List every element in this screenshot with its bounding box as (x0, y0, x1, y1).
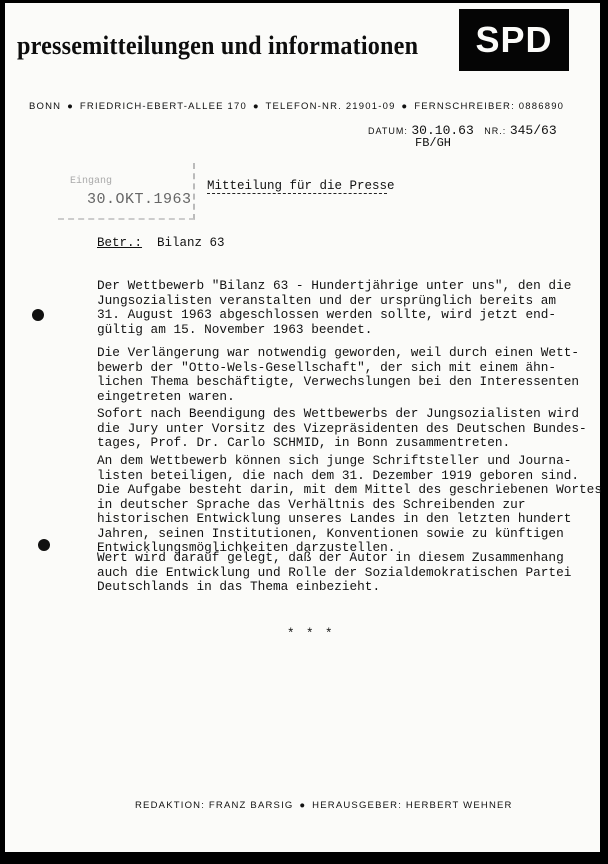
initials: FB/GH (415, 136, 452, 150)
address-line (29, 101, 564, 112)
punch-hole-icon (38, 539, 50, 551)
bullet-icon: ● (401, 101, 409, 112)
spd-logo (459, 9, 569, 71)
address-city: BONN (29, 101, 62, 112)
address-street: FRIEDRICH-EBERT-ALLEE 170 (79, 101, 247, 112)
datum-value: 30.10.63 (411, 123, 474, 138)
paragraph: Wert wird darauf gelegt, daß der Autor in diesem Zusammenhang auch die Entwicklung und Rolle der Sozialdemokratischen Partei Deutschlands in das Thema einbezieht. (97, 551, 572, 594)
press-heading: Mitteilung für die Presse (207, 179, 395, 193)
separator: * * * (287, 627, 335, 641)
nr-label: NR.: (484, 126, 507, 136)
footer-line (135, 800, 513, 811)
bullet-icon: ● (299, 800, 307, 811)
punch-hole-icon (32, 309, 44, 321)
footer-editor: REDAKTION: FRANZ BARSIG (135, 800, 294, 811)
letterhead-title: pressemitteilungen und informationen (17, 31, 419, 60)
nr-value: 345/63 (509, 123, 557, 138)
subject-line (97, 236, 225, 250)
paragraph: Der Wettbewerb "Bilanz 63 - Hundertjährige unter uns", den die Jungsozialisten veranstalten und der ursprünglich bereits am 31. August 1963 abgeschlossen werden sollte, wird jetzt end- gültig am 15. November 1963 beendet. (97, 279, 572, 337)
logo-text: SPD (475, 19, 553, 60)
paragraph: An dem Wettbewerb können sich junge Schriftsteller und Journa- listen beteiligen, die nach dem 31. Dezember 1919 geboren sind. Die Aufgabe besteht darin, mit dem Mittel des geschriebenen Wortes in deutscher Sprache das Verhältnis des Schreibenden zur historischen Entwicklung unseres Landes in den letzten hundert Jahren, seinen Institutionen, Konventionen sowie zu künftigen Entwicklungsmöglichkeiten darzustellen. (97, 454, 602, 555)
subject-label: Betr.: (97, 236, 143, 250)
paragraph: Sofort nach Beendigung des Wettbewerbs der Jungsozialisten wird die Jury unter Vorsitz des Vizepräsidenten des Deutschen Bundes- tages, Prof. Dr. Carlo SCHMID, in Bonn zusammentreten. (97, 407, 587, 450)
datum-label: DATUM: (368, 126, 408, 136)
bullet-icon: ● (252, 101, 260, 112)
address-phone: TELEFON-NR. 21901-09 (265, 101, 396, 112)
stamp-faint-text: Eingang (70, 176, 113, 187)
stamp-date: 30.OKT.1963 (87, 191, 192, 208)
date-number-line (368, 123, 557, 138)
document-page (5, 3, 600, 852)
heading-underline (207, 193, 387, 194)
footer-publisher: HERAUSGEBER: HERBERT WEHNER (312, 800, 513, 811)
paragraph: Die Verlängerung war notwendig geworden, weil durch einen Wett- bewerb der "Otto-Wels-Gesellschaft", der sich mit einem ähn- lichen Thema beschäftigte, Verwechslungen bei den Interessenten eingetreten waren. (97, 346, 580, 404)
subject-value: Bilanz 63 (157, 236, 225, 250)
address-telex: FERNSCHREIBER: 0886890 (414, 101, 565, 112)
bullet-icon: ● (67, 101, 75, 112)
